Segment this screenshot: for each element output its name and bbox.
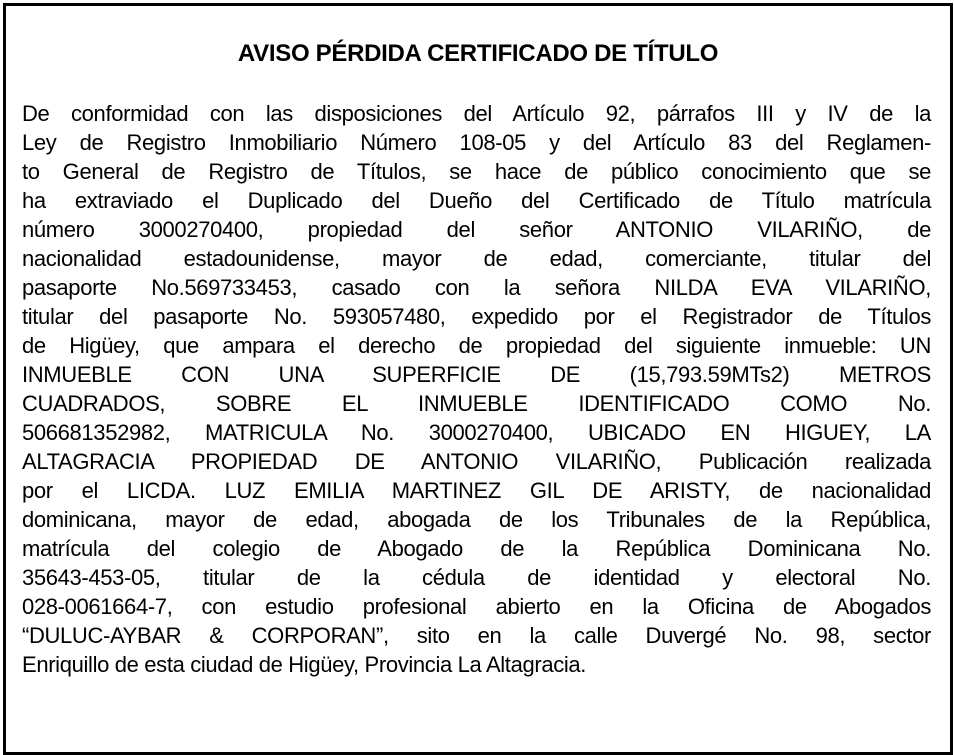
body-line: pasaporte No.569733453, casado con la señora NILDA EVA VILARIÑO, (22, 275, 931, 300)
body-line: por el LICDA. LUZ EMILIA MARTINEZ GIL DE ARISTY, de nacionalidad (22, 478, 931, 503)
body-line: to General de Registro de Títulos, se hace de público conocimiento que se (22, 159, 931, 184)
body-line: dominicana, mayor de edad, abogada de los Tribunales de la República, (22, 507, 931, 532)
body-line: número 3000270400, propiedad del señor ANTONIO VILARIÑO, de (22, 217, 931, 242)
body-line: nacionalidad estadounidense, mayor de edad, comerciante, titular del (22, 246, 931, 271)
notice-body (22, 99, 931, 679)
body-line: ha extraviado el Duplicado del Dueño del Certificado de Título matrícula (22, 188, 931, 213)
body-line: Enriquillo de esta ciudad de Higüey, Provincia La Altagracia. (22, 652, 587, 677)
body-line: INMUEBLE CON UNA SUPERFICIE DE (15,793.59MTs2) METROS (22, 362, 931, 387)
body-line: titular del pasaporte No. 593057480, expedido por el Registrador de Títulos (22, 304, 931, 329)
body-line: De conformidad con las disposiciones del Artículo 92, párrafos III y IV de la (22, 101, 931, 126)
body-line: matrícula del colegio de Abogado de la República Dominicana No. (22, 536, 931, 561)
body-line: ALTAGRACIA PROPIEDAD DE ANTONIO VILARIÑO, Publicación realizada (22, 449, 931, 474)
body-line: “DULUC-AYBAR & CORPORAN”, sito en la calle Duvergé No. 98, sector (22, 623, 931, 648)
body-line: CUADRADOS, SOBRE EL INMUEBLE IDENTIFICADO COMO No. (22, 391, 931, 416)
body-line: 506681352982, MATRICULA No. 3000270400, UBICADO EN HIGUEY, LA (22, 420, 931, 445)
body-line: Ley de Registro Inmobiliario Número 108-05 y del Artículo 83 del Reglamen- (22, 130, 931, 155)
notice-title: AVISO PÉRDIDA CERTIFICADO DE TÍTULO (237, 40, 719, 67)
notice-box (3, 3, 953, 755)
body-line: 35643-453-05, titular de la cédula de identidad y electoral No. (22, 565, 931, 590)
body-line: de Higüey, que ampara el derecho de propiedad del siguiente inmueble: UN (22, 333, 931, 358)
body-line: 028-0061664-7, con estudio profesional abierto en la Oficina de Abogados (22, 594, 931, 619)
